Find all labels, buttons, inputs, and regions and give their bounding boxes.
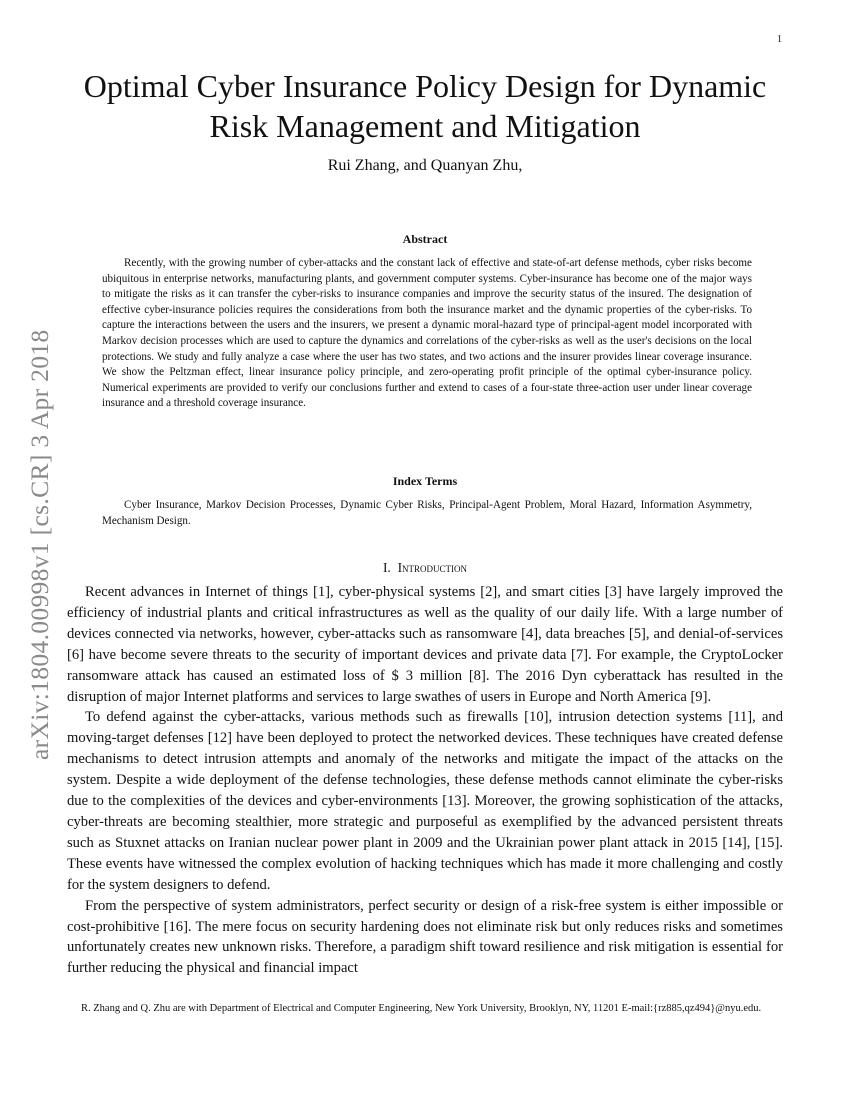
author-list: Rui Zhang, and Quanyan Zhu, [327, 157, 523, 174]
index-terms-heading: Index Terms [392, 474, 458, 488]
abstract-text: Recently, with the growing number of cyber-attacks and the constant lack of effective and state-of-art defense methods, cyber risks become ubiquitous in enterprise networks, manufacturing plants, and government computer systems. Cyber-insurance has become one of the major ways to mitigate the risks as it can transfer the cyber-risks to insurance companies and improve the security status of the insured. The designation of effective cyber-insurance policies requires the considerations from both the insurance market and the dynamic properties of the cyber-risks. To capture the interactions between the users and the insurers, we present a dynamic moral-hazard type of principal-agent model incorporated with Markov decision processes which are used to capture the dynamics and correlations of the cyber-risks as well as the user's decisions on the local protections. We study and fully analyze a case where the user has two states, and two actions and the insurer provides linear coverage insurance. We show the Peltzman effect, linear insurance policy principle, and zero-operating profit principle of the optimal cyber-insurance policy. Numerical experiments are provided to verify our conclusions further and extend to cases of a four-state three-action user under linear coverage insurance and a threshold coverage insurance. [102, 257, 752, 410]
section-title: Introduction [397, 560, 468, 575]
section-heading-introduction [60, 560, 790, 576]
page-number: 1 [777, 34, 782, 45]
paragraph: To defend against the cyber-attacks, various methods such as firewalls [10], intrusion detection systems [11], and moving-target defenses [12] have been deployed to protect the networked devices. These techniques have created defense mechanisms to detect intrusion attempts and anomaly of the networks and mitigate the impact of the attacks on the system. Despite a wide deployment of the defense technologies, these defense methods cannot eliminate the cyber-risks due to the complexities of the devices and cyber-environments [13]. Moreover, the growing sophistication of the attacks, cyber-threats are becoming stealthier, more strategic and purposeful as exemplified by the advanced persistent threats such as Stuxnet attacks on Iranian nuclear power plant in 2009 and the Ukrainian power plant attack in 2015 [14], [15]. These events have witnessed the complex evolution of hacking techniques which has made it more challenging and costly for the system designers to defend. [67, 709, 783, 893]
abstract-heading: Abstract [402, 232, 448, 246]
arxiv-identifier-text: arXiv:1804.00998v1 [cs.CR] 3 Apr 2018 [25, 329, 54, 760]
section-number: I. [382, 560, 391, 575]
paper-title: Optimal Cyber Insurance Policy Design for Dynamic Risk Management and Mitigation [83, 68, 767, 144]
introduction-body [67, 582, 783, 979]
index-terms-text: Cyber Insurance, Markov Decision Processes, Dynamic Cyber Risks, Principal-Agent Problem, Moral Hazard, Information Asymmetry, Mechanism Design. [102, 499, 752, 527]
paragraph: Recent advances in Internet of things [1], cyber-physical systems [2], and smart cities [3] have largely improved the efficiency of industrial plants and critical infrastructures as well as the quality of our daily life. With a large number of devices connected via networks, however, cyber-attacks such as ransomware [4], data breaches [5], and denial-of-services [6] have become severe threats to the security of important devices and private data [7]. For example, the CryptoLocker ransomware attack has caused an estimated loss of $ 3 million [8]. The 2016 Dyn cyberattack has resulted in the disruption of major Internet platforms and services to large swathes of users in Europe and North America [9]. [67, 584, 783, 705]
author-affiliation-footnote: R. Zhang and Q. Zhu are with Department of Electrical and Computer Engineering, New York University, Brooklyn, NY, 11201 E-mail:{rz885,qz494}@nyu.edu. [81, 1003, 762, 1014]
paragraph: From the perspective of system administrators, perfect security or design of a risk-free system is either impossible or cost-prohibitive [16]. The mere focus on security hardening does not eliminate risk but only reduces risks and sometimes unfortunately creates new unknown risks. Therefore, a paradigm shift toward resilience and risk mitigation is essential for further reducing the physical and financial impact [67, 897, 783, 977]
arxiv-identifier-stamp [20, 268, 60, 760]
